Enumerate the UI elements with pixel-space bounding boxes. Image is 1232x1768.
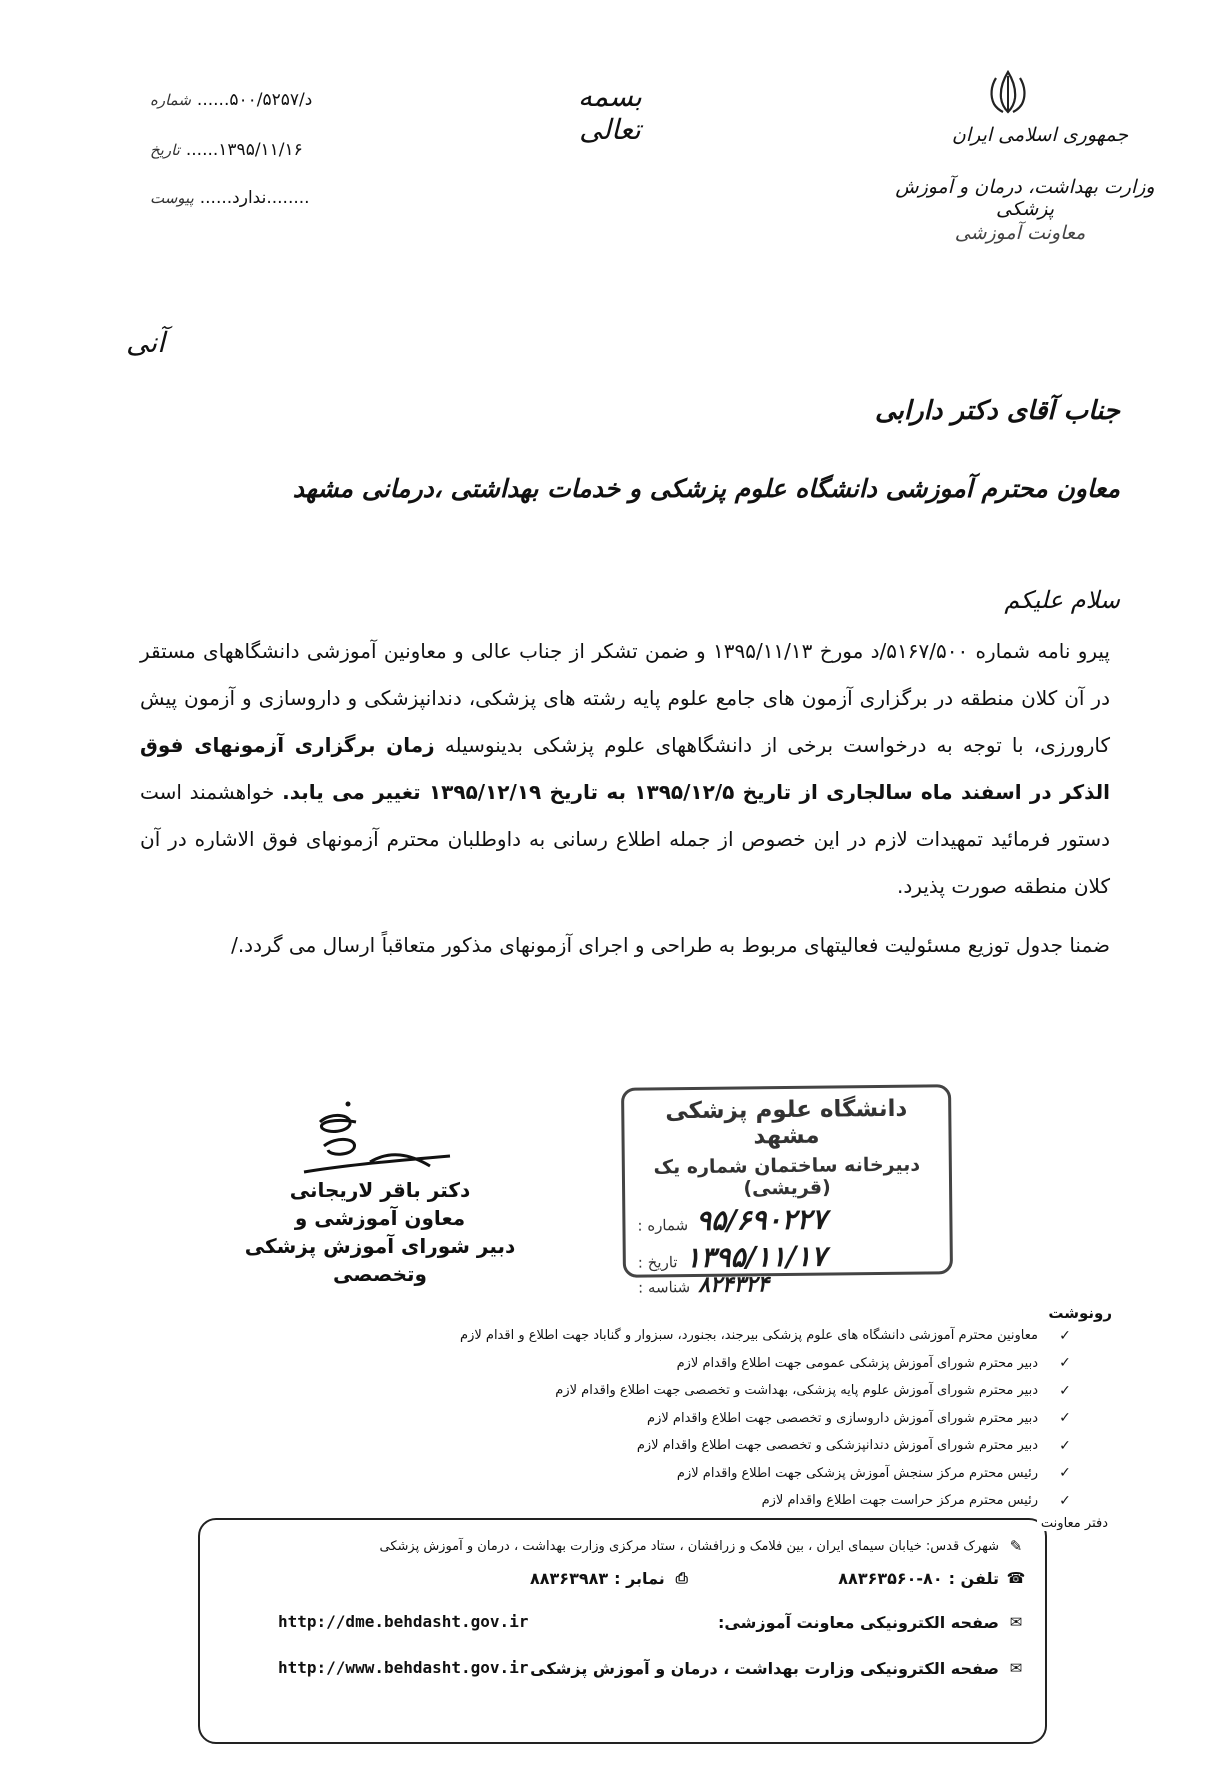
footer-address bbox=[379, 1536, 1027, 1556]
letter-number-value: د/۵۰۰/۵۲۵۷...... bbox=[196, 90, 313, 110]
letter-attachment-value: ........ندارد...... bbox=[199, 188, 310, 208]
footer-deputy-site-label: صفحه الکترونیکی معاونت آموزشی: bbox=[718, 1612, 999, 1632]
list-item: ✓ رئیس محترم مرکز سنجش آموزش پزشکی جهت اطلاع واقدام لازم bbox=[314, 1460, 1074, 1488]
urgent-marker: آنی bbox=[126, 326, 165, 359]
body-paragraph-2: ضمنا جدول توزیع مسئولیت فعالیتهای مربوط به طراحی و اجرای آزمونهای مذکور متعاقباً ارسال می گردد./ bbox=[231, 933, 1110, 957]
signature-title-2: دبیر شورای آموزش پزشکی وتخصصی bbox=[244, 1234, 516, 1286]
stamp-date-label: تاریخ : bbox=[637, 1253, 678, 1272]
letter-date-value: ۱۳۹۵/۱۱/۱۶...... bbox=[185, 140, 303, 160]
checkmark-icon: ✓ bbox=[1059, 1437, 1071, 1454]
checkmark-icon: ✓ bbox=[1059, 1327, 1071, 1344]
stamp-id-label: شناسه : bbox=[638, 1278, 691, 1297]
stamp-date-value: ۱۳۹۵/۱۱/۱۷ bbox=[685, 1239, 827, 1275]
stamp-number-label: شماره : bbox=[637, 1216, 689, 1235]
addressee-title: معاون محترم آموزشی دانشگاه علوم پزشکی و خدمات بهداشتی ،درمانی مشهد bbox=[292, 474, 1120, 503]
footer-phone bbox=[838, 1568, 1027, 1588]
letter-attachment bbox=[150, 188, 350, 208]
body-paragraph-1 bbox=[140, 628, 1110, 910]
pencil-icon: ✎ bbox=[1009, 1537, 1023, 1555]
footer-address-text: شهرک قدس: خیابان سیمای ایران ، بین فلامک و زرافشان ، ستاد مرکزی وزارت بهداشت ، درمان و آموزش پزشکی bbox=[379, 1538, 999, 1554]
telephone-icon: ☎ bbox=[1006, 1569, 1026, 1587]
list-item: ✓ معاونین محترم آموزشی دانشگاه های علوم پزشکی بیرجند، بجنورد، سبزوار و گناباد جهت اطلاع و اقدام لازم bbox=[314, 1322, 1074, 1350]
basmala: بسمه تعالی bbox=[578, 80, 642, 146]
footer-fax-label: نمابر : bbox=[614, 1568, 665, 1588]
deputy-site-link[interactable]: http://dme.behdasht.gov.ir bbox=[278, 1612, 529, 1631]
stamp-number-value: ۹۵/۶۹۰۲۲۷ bbox=[695, 1202, 827, 1237]
addressee-name: جناب آقای دکتر دارابی bbox=[874, 396, 1120, 426]
list-item: ✓ دبیر محترم شورای آموزش پزشکی عمومی جهت اطلاع واقدام لازم bbox=[314, 1350, 1074, 1378]
list-item: ✓ دبیر محترم شورای آموزش دندانپزشکی و تخصصی جهت اطلاع واقدام لازم bbox=[314, 1432, 1074, 1460]
stamp-number bbox=[637, 1201, 937, 1237]
ministry-title: وزارت بهداشت، درمان و آموزش پزشکی bbox=[895, 176, 1155, 220]
list-item: ✓ رئیس محترم مرکز حراست جهت اطلاع واقدام لازم bbox=[314, 1487, 1074, 1515]
checkmark-icon: ✓ bbox=[1059, 1355, 1071, 1372]
greeting: سلام علیکم bbox=[1004, 586, 1120, 614]
stamp-id bbox=[638, 1269, 938, 1298]
cc-list bbox=[314, 1322, 1074, 1515]
letter-date-label: تاریخ bbox=[150, 141, 180, 159]
envelope-icon: ✉ bbox=[1009, 1659, 1023, 1677]
body-paragraph-1-emphasis: زمان برگزاری آزمونهای فوق الذکر در اسفند ماه سالجاری از تاریخ ۱۳۹۵/۱۲/۵ به تاریخ ۱۳۹۵/۱۲/۱۹ تغییر می یابد. bbox=[140, 733, 1110, 804]
footer-fax-value: ۸۸۳۶۳۹۸۳ bbox=[530, 1568, 609, 1588]
envelope-icon: ✉ bbox=[1009, 1613, 1023, 1631]
cc-title: رونوشت bbox=[1048, 1304, 1112, 1322]
footer-phone-label: تلفن : bbox=[948, 1568, 999, 1588]
deputy-title: معاونت آموزشی bbox=[954, 222, 1086, 244]
letter-number bbox=[150, 90, 350, 110]
body-paragraph-1-tail: خواهشمند است دستور فرمائید تمهیدات لازم در این خصوص از جمله اطلاع رسانی به داوطلبان محترم آزمونهای فوق الاشاره در آن کلان منطقه صورت پذیرد. bbox=[140, 780, 1110, 898]
signature-title-1: معاون آموزشی و bbox=[294, 1206, 466, 1230]
contact-footer bbox=[198, 1518, 1047, 1744]
footer-ministry-site-label: صفحه الکترونیکی وزارت بهداشت ، درمان و آموزش پزشکی bbox=[530, 1658, 999, 1678]
footer-deputy-site bbox=[718, 1612, 1027, 1632]
stamp-title: دانشگاه علوم پزشکی مشهد bbox=[665, 1095, 908, 1150]
checkmark-icon: ✓ bbox=[1059, 1492, 1071, 1509]
checkmark-icon: ✓ bbox=[1059, 1382, 1071, 1399]
republic-title: جمهوری اسلامی ایران bbox=[951, 124, 1129, 146]
list-item: ✓ دبیر محترم شورای آموزش علوم پایه پزشکی، بهداشت و تخصصی جهت اطلاع واقدام لازم bbox=[314, 1377, 1074, 1405]
stamp-office: دبیرخانه ساختمان شماره یک (قریشی) bbox=[653, 1153, 921, 1200]
receipt-stamp bbox=[621, 1084, 953, 1298]
checkmark-icon: ✓ bbox=[1059, 1465, 1071, 1482]
signature-block bbox=[225, 1176, 535, 1288]
ministry-site-link[interactable]: http://www.behdasht.gov.ir bbox=[278, 1658, 529, 1677]
footer-ministry-site bbox=[530, 1658, 1027, 1678]
letter-date bbox=[150, 140, 350, 160]
stamp-id-value: ۸۲۴۳۲۴ bbox=[698, 1271, 770, 1298]
fax-icon: ⎙ bbox=[675, 1569, 688, 1587]
letter-number-label: شماره bbox=[150, 91, 191, 109]
list-item: ✓ دبیر محترم شورای آموزش داروسازی و تخصصی جهت اطلاع واقدام لازم bbox=[314, 1405, 1074, 1433]
signature-name: دکتر باقر لاریجانی bbox=[289, 1178, 471, 1202]
checkmark-icon: ✓ bbox=[1059, 1410, 1071, 1427]
letter-attachment-label: پیوست bbox=[150, 189, 194, 207]
office-label: دفتر معاونت bbox=[1037, 1516, 1112, 1531]
iran-emblem-icon bbox=[985, 68, 1031, 116]
footer-phone-value: ۸۸۳۶۳۵۶۰-۸۰ bbox=[838, 1568, 943, 1588]
footer-fax bbox=[530, 1568, 693, 1588]
body-paragraph-1-text: پیرو نامه شماره ۵۱۶۷/۵۰۰/د مورخ ۱۳۹۵/۱۱/۱۳ و ضمن تشکر از جناب عالی و معاونین آموزشی دانشگاههای مستقر در آن کلان منطقه در برگزاری آزمون های جامع علوم پایه رشته های پزشکی، دندانپزشکی و داروسازی و آزمون پیش کارورزی، با توجه به درخواست برخی از دانشگاههای علوم پزشکی بدینوسیله bbox=[140, 639, 1111, 757]
